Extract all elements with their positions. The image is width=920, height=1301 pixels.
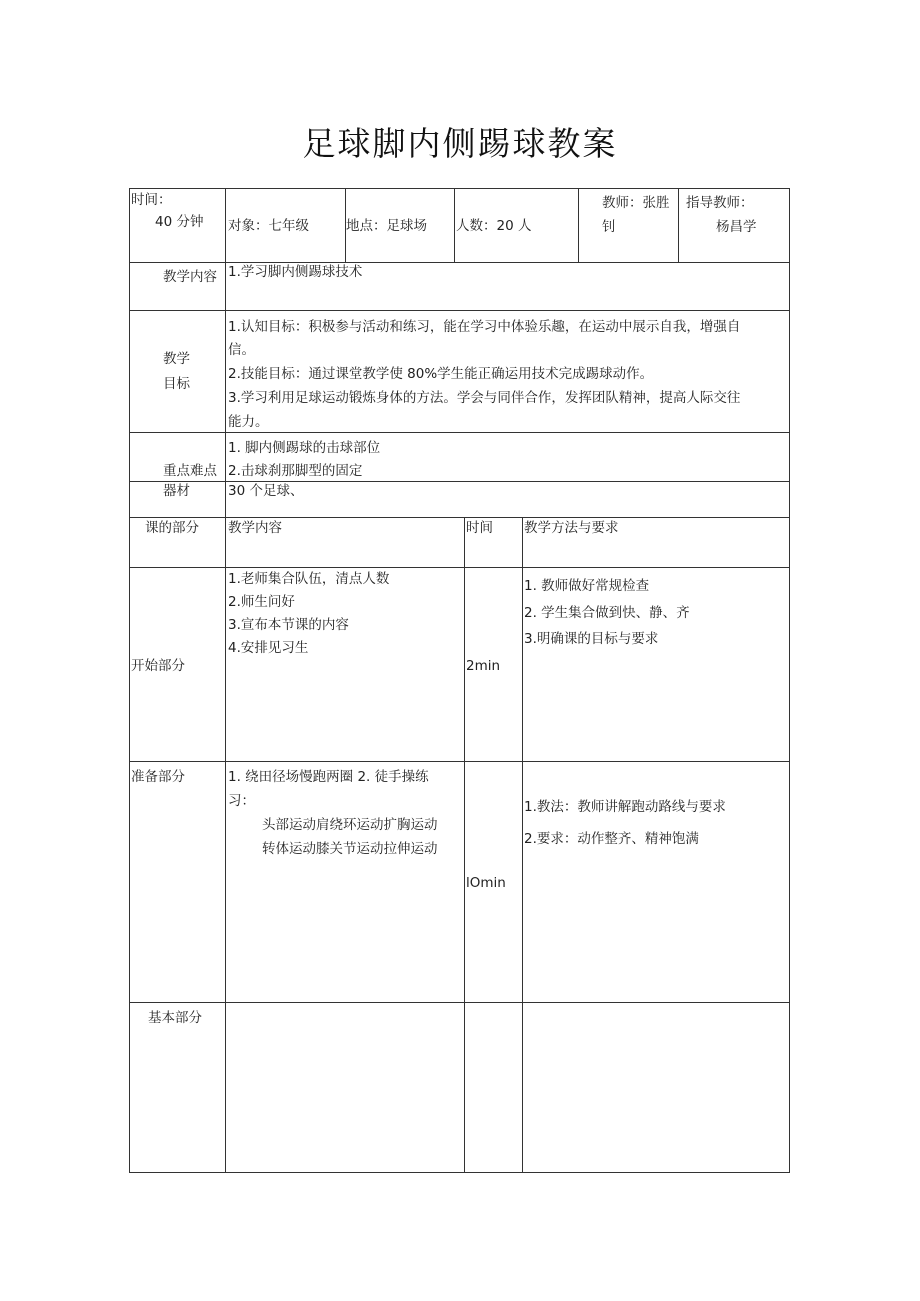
goal-item-1-line-1: 1.认知目标：积极参与活动和练习，能在学习中体验乐趣，在运动中展示自我，增强自 [228, 319, 741, 335]
page-title: 足球脚内侧踢球教案 [302, 124, 618, 163]
header-time: 时间 [466, 520, 493, 536]
section-start-time: 2min [466, 658, 501, 674]
goal-item-2: 2.技能目标：通过课堂教学使 80%学生能正确运用技术完成踢球动作。 [228, 366, 654, 382]
content-value: 1.学习脚内侧踢球技术 [228, 264, 363, 280]
count-info: 人数：20 人 [456, 218, 532, 234]
mentor-name: 杨昌学 [716, 219, 757, 235]
list-item: 4.安排见习生 [228, 640, 309, 656]
key-point-item: 1. 脚内侧踢球的击球部位 [228, 440, 381, 456]
list-item: 2. 学生集合做到快、静、齐 [524, 604, 690, 621]
section-warmup-content-line-3: 头部运动肩绕环运动扩胸运动 [262, 817, 438, 833]
time-value: 40 分钟 [155, 214, 204, 230]
list-item: 3.宣布本节课的内容 [228, 617, 349, 633]
section-start-part: 开始部分 [131, 658, 185, 674]
time-label: 时间： [131, 192, 172, 208]
goal-item-3-line-2: 能力。 [228, 414, 269, 430]
section-basic-part: 基本部分 [148, 1010, 202, 1026]
section-start-content [228, 568, 389, 660]
equipment-value: 30 个足球、 [228, 483, 304, 499]
section-warmup-method-1: 1.教法：教师讲解跑动路线与要求 [524, 799, 726, 815]
header-part: 课的部分 [145, 520, 199, 536]
goal-item-3-line-1: 3.学习利用足球运动锻炼身体的方法。学会与同伴合作，发挥团队精神，提高人际交往 [228, 390, 741, 406]
goal-item-1-line-2: 信。 [228, 342, 255, 358]
section-warmup-method-2: 2.要求：动作整齐、精神饱满 [524, 831, 699, 847]
content-label: 教学内容 [163, 269, 217, 285]
equipment-label: 器材 [163, 483, 190, 499]
section-warmup-content-line-4: 转体运动膝关节运动拉伸运动 [262, 841, 438, 857]
mentor-label: 指导教师： [686, 195, 754, 211]
teacher-name: 钊 [602, 219, 616, 235]
list-item: 1.老师集合队伍，清点人数 [228, 571, 390, 587]
key-point-item: 2.击球刹那脚型的固定 [228, 463, 363, 479]
section-warmup-time: lOmin [466, 875, 506, 891]
teacher-label: 教师：张胜 [602, 195, 670, 211]
list-item: 2.师生问好 [228, 594, 295, 610]
goals-label-2: 目标 [163, 376, 190, 392]
section-warmup-part: 准备部分 [131, 769, 185, 785]
section-warmup-content-line-2: 习： [228, 793, 255, 809]
header-content: 教学内容 [228, 520, 282, 536]
list-item: 3.明确课的目标与要求 [524, 631, 659, 647]
section-warmup-content-line-1: 1. 绕田径场慢跑两圈 2. 徒手操练 [228, 769, 429, 785]
goals-label-1: 教学 [163, 351, 190, 367]
header-method: 教学方法与要求 [524, 520, 619, 536]
target-info: 对象：七年级 [228, 218, 309, 234]
key-points-label: 重点难点 [163, 463, 217, 479]
section-start-method [524, 573, 690, 653]
place-info: 地点：足球场 [346, 218, 427, 234]
list-item: 1. 教师做好常规检查 [524, 578, 650, 594]
